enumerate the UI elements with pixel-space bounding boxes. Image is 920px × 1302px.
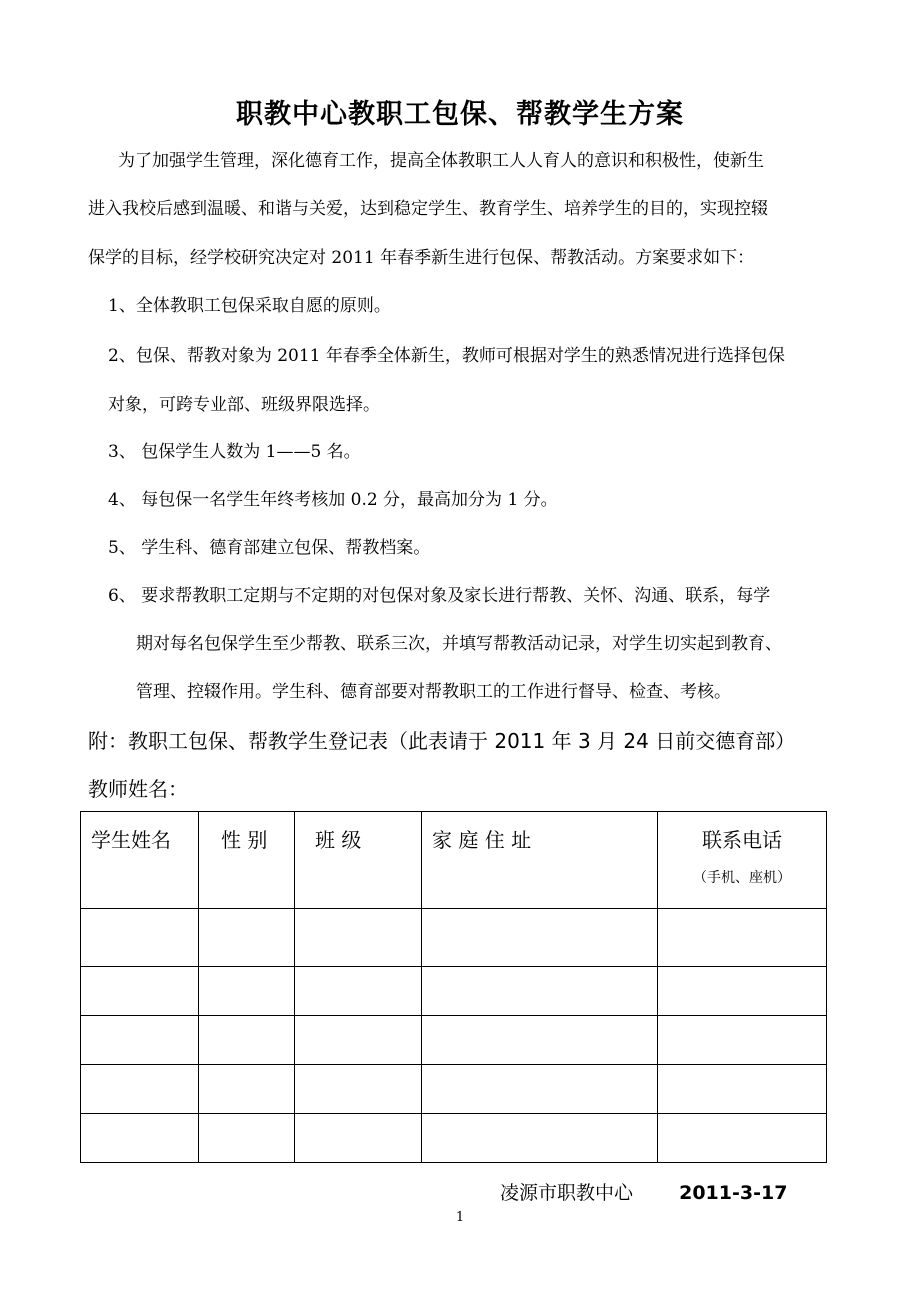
cell-address[interactable] xyxy=(422,1114,658,1163)
cell-gender[interactable] xyxy=(199,1016,295,1065)
item-4: 4、 每包保一名学生年终考核加 0.2 分，最高加分为 1 分。 xyxy=(108,490,558,510)
signature xyxy=(500,1178,787,1205)
header-class: 班 级 xyxy=(295,812,422,909)
intro-line-2: 进入我校后感到温暖、和谐与关爱，达到稳定学生、教育学生、培养学生的目的，实现控辍 xyxy=(88,199,768,219)
table-header-row xyxy=(81,812,827,909)
cell-class[interactable] xyxy=(295,1016,422,1065)
signature-org: 凌源市职教中心 xyxy=(500,1182,634,1204)
cell-phone[interactable] xyxy=(658,967,827,1016)
cell-phone[interactable] xyxy=(658,909,827,967)
intro-line-1: 为了加强学生管理，深化德育工作，提高全体教职工人人育人的意识和积极性，使新生 xyxy=(118,151,764,171)
table-row xyxy=(81,909,827,967)
header-student-name: 学生姓名 xyxy=(81,812,199,909)
cell-class[interactable] xyxy=(295,967,422,1016)
item-2: 2、包保、帮教对象为 2011 年春季全体新生，教师可根据对学生的熟悉情况进行选择包保 xyxy=(108,346,785,366)
item-3: 3、 包保学生人数为 1——5 名。 xyxy=(108,442,361,462)
cell-address[interactable] xyxy=(422,1016,658,1065)
cell-class[interactable] xyxy=(295,1065,422,1114)
item-5: 5、 学生科、德育部建立包保、帮教档案。 xyxy=(108,538,431,558)
table-row xyxy=(81,967,827,1016)
header-phone-sub: （手机、座机） xyxy=(693,870,791,886)
header-address: 家 庭 住 址 xyxy=(422,812,658,909)
item-6: 6、 要求帮教职工定期与不定期的对包保对象及家长进行帮教、关怀、沟通、联系，每学 xyxy=(108,586,771,606)
cell-phone[interactable] xyxy=(658,1065,827,1114)
table-row xyxy=(81,1114,827,1163)
cell-gender[interactable] xyxy=(199,909,295,967)
cell-student-name[interactable] xyxy=(81,909,199,967)
teacher-name-label: 教师姓名： xyxy=(88,777,188,801)
table-row xyxy=(81,1065,827,1114)
attachment-note: 附：教职工包保、帮教学生登记表（此表请于 2011 年 3 月 24 日前交德育部） xyxy=(88,729,796,753)
header-phone-label: 联系电话 xyxy=(702,828,782,852)
item-6-cont-2: 管理、控辍作用。学生科、德育部要对帮教职工的工作进行督导、检查、考核。 xyxy=(136,682,731,702)
cell-phone[interactable] xyxy=(658,1016,827,1065)
cell-address[interactable] xyxy=(422,1065,658,1114)
cell-class[interactable] xyxy=(295,1114,422,1163)
item-6-cont-1: 期对每名包保学生至少帮教、联系三次，并填写帮教活动记录，对学生切实起到教育、 xyxy=(136,634,782,654)
header-gender: 性 别 xyxy=(199,812,295,909)
cell-student-name[interactable] xyxy=(81,967,199,1016)
item-2-cont: 对象，可跨专业部、班级界限选择。 xyxy=(108,395,380,415)
registration-table xyxy=(80,811,827,1163)
cell-address[interactable] xyxy=(422,967,658,1016)
cell-gender[interactable] xyxy=(199,967,295,1016)
document-title: 职教中心教职工包保、帮教学生方案 xyxy=(236,99,684,130)
cell-address[interactable] xyxy=(422,909,658,967)
page-number: 1 xyxy=(455,1210,465,1225)
cell-student-name[interactable] xyxy=(81,1016,199,1065)
cell-phone[interactable] xyxy=(658,1114,827,1163)
cell-gender[interactable] xyxy=(199,1114,295,1163)
cell-student-name[interactable] xyxy=(81,1065,199,1114)
item-1: 1、全体教职工包保采取自愿的原则。 xyxy=(108,296,391,316)
header-phone xyxy=(658,812,827,909)
table-row xyxy=(81,1016,827,1065)
cell-class[interactable] xyxy=(295,909,422,967)
cell-gender[interactable] xyxy=(199,1065,295,1114)
intro-line-3: 保学的目标，经学校研究决定对 2011 年春季新生进行包保、帮教活动。方案要求如下： xyxy=(88,248,755,268)
signature-date: 2011-3-17 xyxy=(679,1182,788,1204)
cell-student-name[interactable] xyxy=(81,1114,199,1163)
